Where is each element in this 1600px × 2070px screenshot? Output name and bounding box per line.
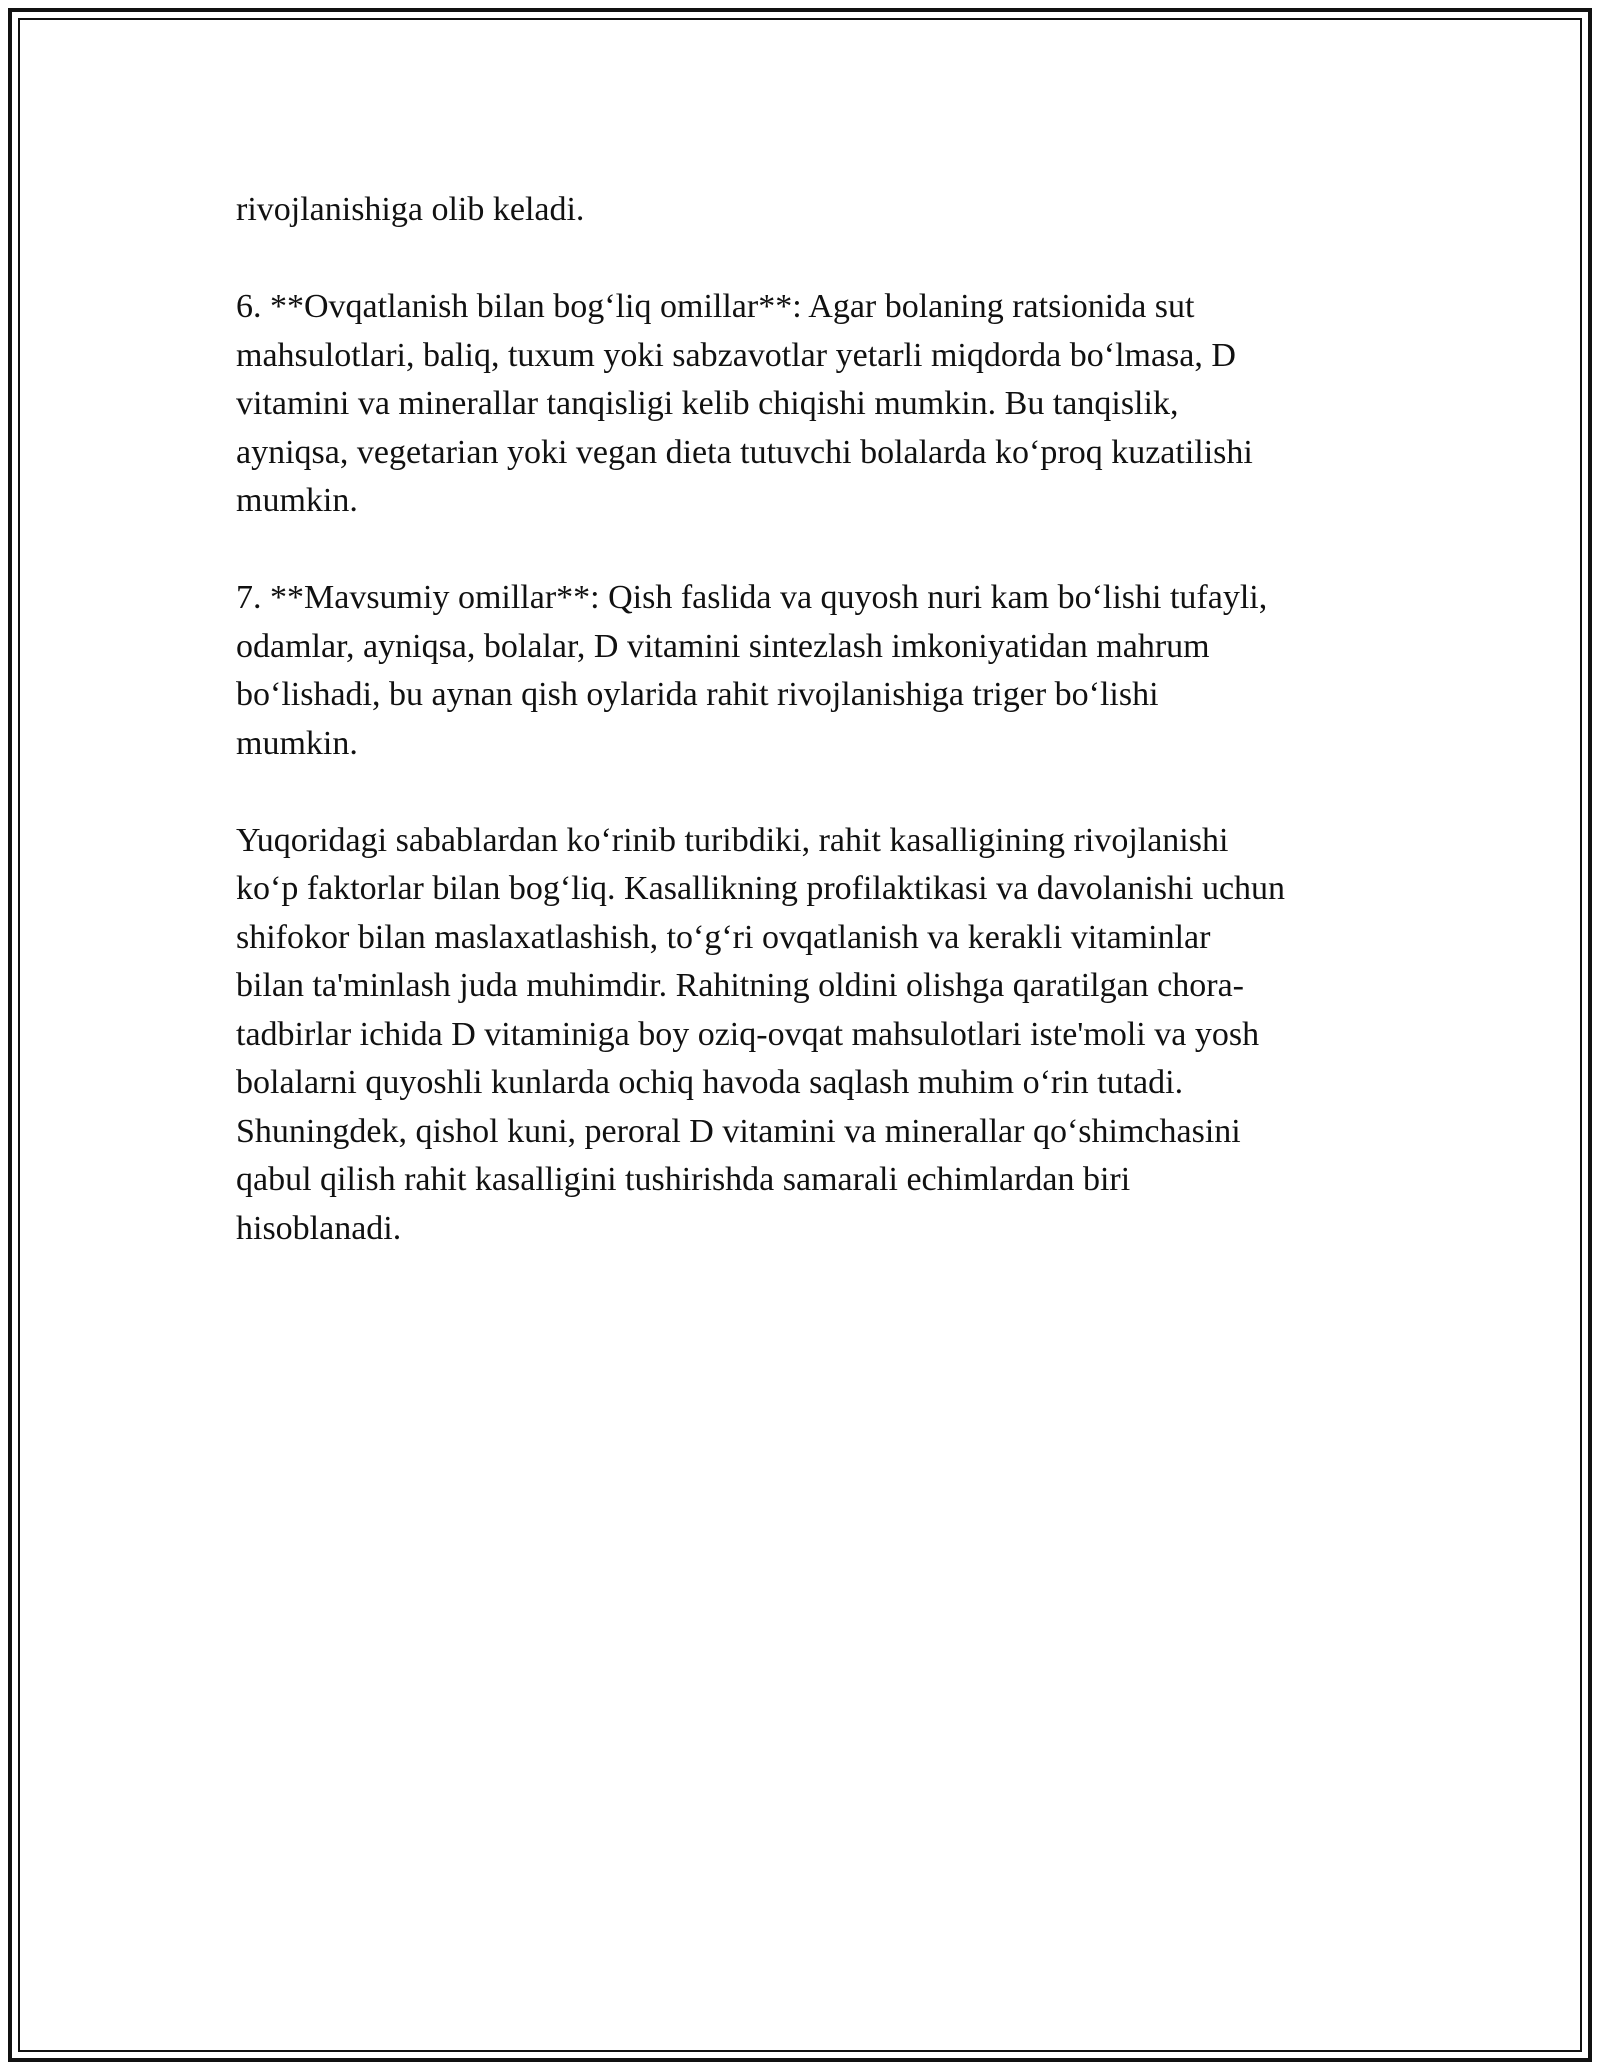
document-body [236, 186, 1386, 1253]
paragraph-item-6-nutrition-factors: 6. **Ovqatlanish bilan bog‘liq omillar**: Agar bolaning ratsionida sut mahsulotlari, baliq, tuxum yoki sabzavotlar yetarli miqdorda bo‘lmasa, D vitamini va minerallar tanqisligi kelib chiqishi mumkin. Bu tanqislik, ayniqsa, vegetarian yoki vegan dieta tutuvchi bolalarda ko‘proq kuzatilishi mumkin. [236, 288, 1253, 519]
paragraph-continuation: rivojlanishiga olib keladi. [236, 191, 585, 228]
paragraph-item-7-seasonal-factors: 7. **Mavsumiy omillar**: Qish faslida va quyosh nuri kam bo‘lishi tufayli, odamlar, ayniqsa, bolalar, D vitamini sintezlash imkoniyatidan mahrum bo‘lishadi, bu aynan qish oylarida rahit rivojlanishiga triger bo‘lishi mumkin. [236, 579, 1268, 762]
paragraph-conclusion: Yuqoridagi sabablardan ko‘rinib turibdiki, rahit kasalligining rivojlanishi ko‘p faktorlar bilan bog‘liq. Kasallikning profilaktikasi va davolanishi uchun shifokor bilan maslaxatlashish, to‘g‘ri ovqatlanish va kerakli vitaminlar bilan ta'minlash juda muhimdir. Rahitning oldini olishga qaratilgan chora- tadbirlar ichida D vitaminiga boy oziq-ovqat mahsulotlari iste'moli va yosh bolalarni quyoshli kunlarda ochiq havoda saqlash muhim o‘rin tutadi. Shuningdek, qishol kuni, peroral D vitamini va minerallar qo‘shimchasini qabul qilish rahit kasalligini tushirishda samarali echimlardan biri hisoblanadi. [236, 821, 1286, 1247]
